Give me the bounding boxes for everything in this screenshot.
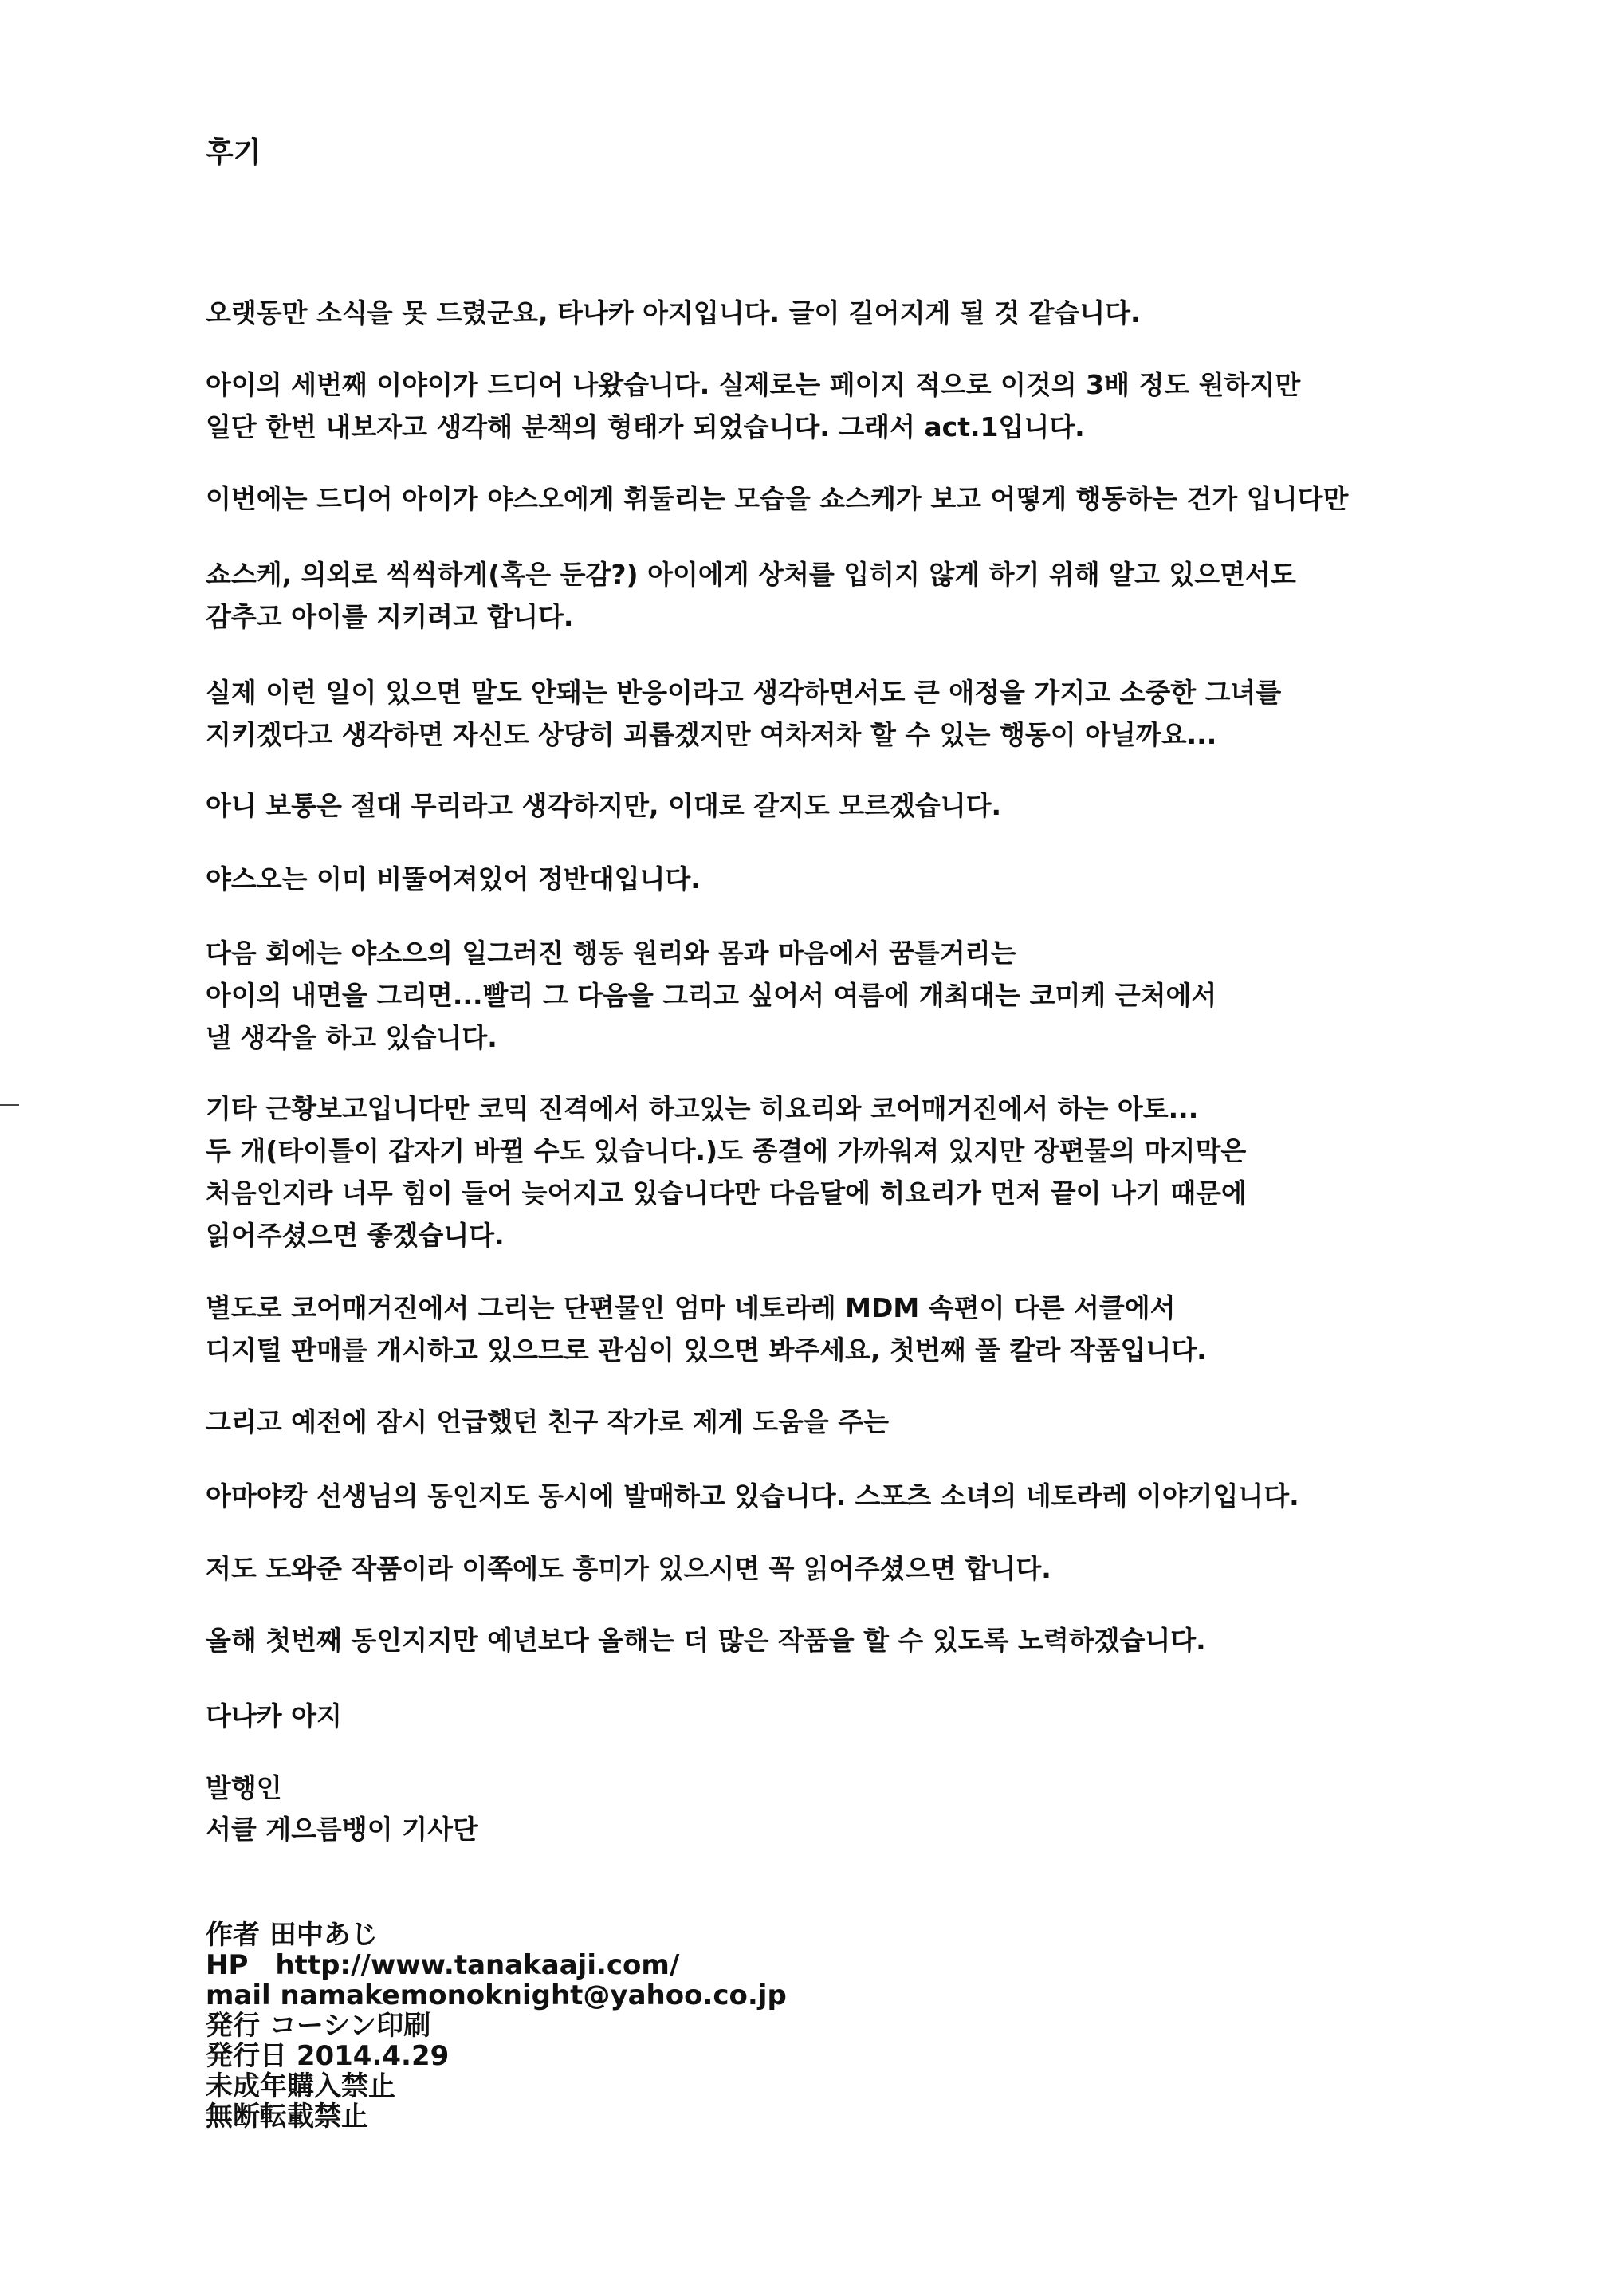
text-line: 아마야캉 선생님의 동인지도 동시에 발매하고 있습니다. 스포츠 소녀의 네토라레 이야기입니다. (206, 1480, 1299, 1512)
text-line: 아이의 내면을 그리면...빨리 그 다음을 그리고 싶어서 여름에 개최대는 코미케 근처에서 (206, 980, 1217, 1011)
text-line: 지키겠다고 생각하면 자신도 상당히 괴롭겠지만 여차저차 할 수 있는 행동이 아닐까요... (206, 719, 1217, 750)
circle-name: 서클 게으름뱅이 기사단 (206, 1814, 478, 1845)
afterword-heading: 후기 (206, 136, 261, 169)
publisher-label: 발행인 (206, 1772, 282, 1803)
text-line: 저도 도와준 작품이라 이쪽에도 흥미가 있으시면 꼭 읽어주셨으면 합니다. (206, 1553, 1051, 1584)
text-line: 디지털 판매를 개시하고 있으므로 관심이 있으면 봐주세요, 첫번째 풀 칼라 작품입니다. (206, 1335, 1207, 1366)
colophon-notice-reprint: 無断転載禁止 (206, 2101, 368, 2133)
text-line: 쇼스케, 의외로 씩씩하게(혹은 둔감?) 아이에게 상처를 입히지 않게 하기 위해 알고 있으면서도 (206, 559, 1296, 590)
text-line: 다음 회에는 야소으의 일그러진 행동 원리와 몸과 마음에서 꿈틀거리는 (206, 938, 1016, 969)
text-line: 그리고 예전에 잠시 언급했던 친구 작가로 제게 도움을 주는 (206, 1406, 889, 1437)
colophon-date: 発行日 2014.4.29 (206, 2040, 450, 2072)
text-line: 아니 보통은 절대 무리라고 생각하지만, 이대로 갈지도 모르겠습니다. (206, 790, 1002, 821)
text-line: 일단 한번 내보자고 생각해 분책의 형태가 되었습니다. 그래서 act.1입니다. (206, 411, 1085, 442)
text-line: 야스오는 이미 비뚤어져있어 정반대입니다. (206, 863, 701, 894)
text-line: 읽어주셨으면 좋겠습니다. (206, 1220, 505, 1251)
colophon (206, 1920, 787, 2132)
text-line: 오랫동만 소식을 못 드렸군요, 타나카 아지입니다. 글이 길어지게 될 것 같습니다. (206, 297, 1141, 328)
text-line: 아이의 세번째 이야이가 드디어 나왔습니다. 실제로는 페이지 적으로 이것의 3배 정도 원하지만 (206, 369, 1301, 400)
text-line: 낼 생각을 하고 있습니다. (206, 1022, 497, 1053)
text-line: 기타 근황보고입니다만 코믹 진격에서 하고있는 히요리와 코어매거진에서 하는 아토... (206, 1093, 1199, 1124)
text-line: 처음인지라 너무 힘이 들어 늦어지고 있습니다만 다음달에 히요리가 먼저 끝이 나기 때문에 (206, 1177, 1247, 1209)
text-line: 올해 첫번째 동인지지만 예년보다 올해는 더 많은 작품을 할 수 있도록 노력하겠습니다. (206, 1625, 1206, 1656)
margin-mark (0, 1104, 19, 1106)
text-line: 두 개(타이틀이 갑자기 바뀔 수도 있습니다.)도 종결에 가까워져 있지만 장편물의 마지막은 (206, 1135, 1247, 1166)
text-line: 이번에는 드디어 아이가 야스오에게 휘둘리는 모습을 쇼스케가 보고 어떻게 행동하는 건가 입니다만 (206, 483, 1349, 514)
text-line: 별도로 코어매거진에서 그리는 단편물인 엄마 네토라레 MDM 속편이 다른 서클에서 (206, 1292, 1176, 1323)
colophon-author: 作者 田中あじ (206, 1919, 378, 1951)
colophon-printer: 発行 コーシン印刷 (206, 2010, 431, 2042)
colophon-homepage: HP http://www.tanakaaji.com/ (206, 1949, 680, 1981)
text-line: 감추고 아이를 지키려고 합니다. (206, 601, 574, 632)
colophon-mail: mail namakemonoknight@yahoo.co.jp (206, 1980, 787, 2011)
text-line: 실제 이런 일이 있으면 말도 안돼는 반응이라고 생각하면서도 큰 애정을 가지고 소중한 그녀를 (206, 677, 1282, 708)
colophon-notice-minors: 未成年購入禁止 (206, 2070, 395, 2102)
signature-line: 다나카 아지 (206, 1700, 342, 1732)
